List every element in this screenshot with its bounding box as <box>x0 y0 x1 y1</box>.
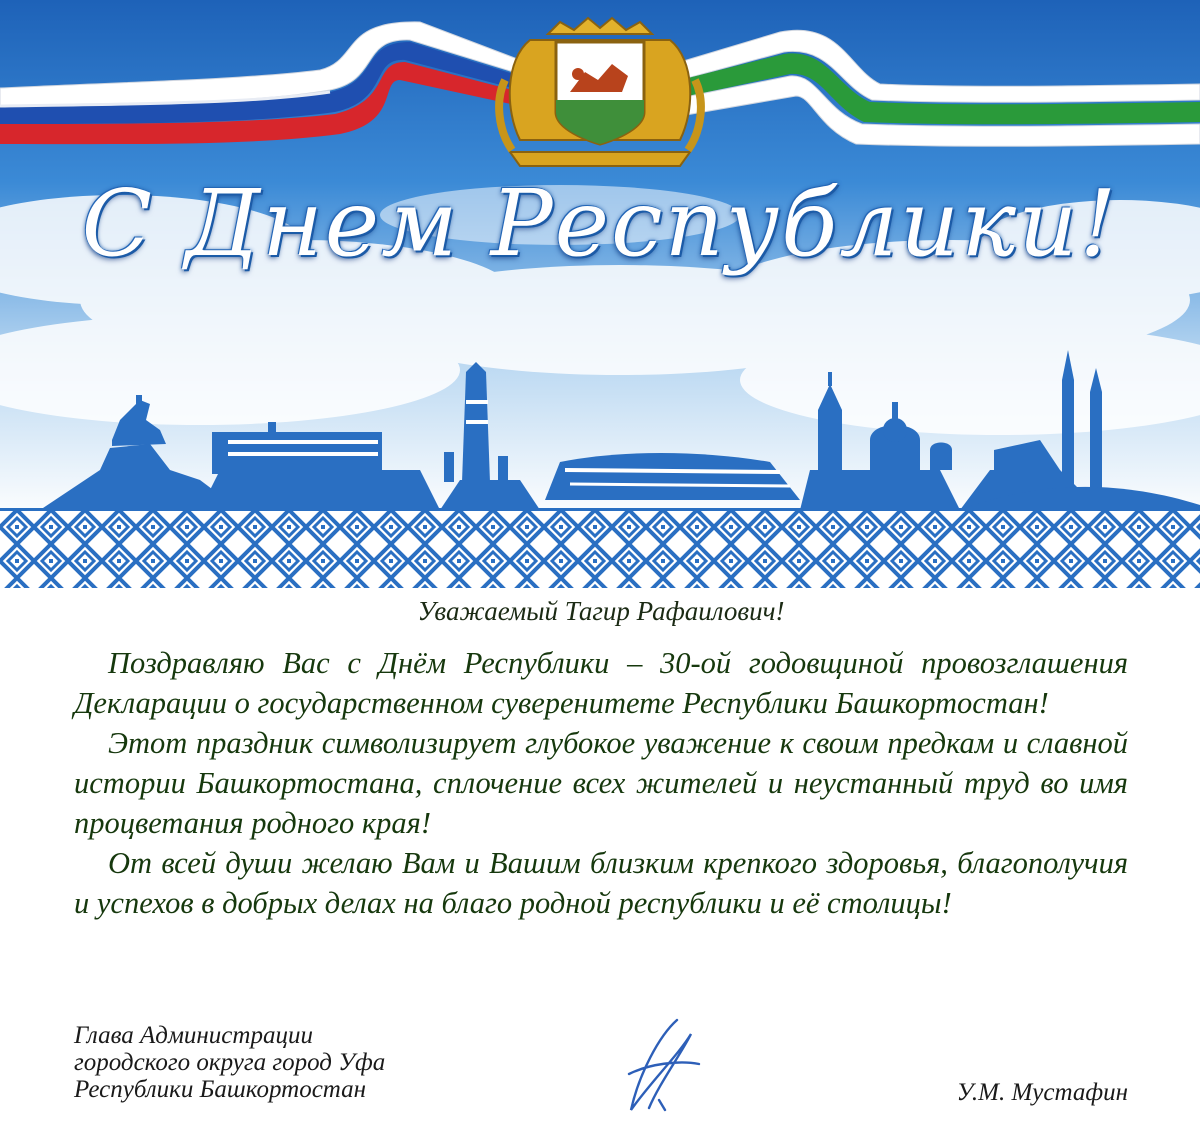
letter-paragraph: Этот праздник символизирует глубокое уважение к своим предкам и славной истории Башкортостана, сплочение всех жителей и неустанный труд во имя процветания родного края! <box>74 726 1128 840</box>
ornament-band <box>0 510 1200 588</box>
letter-greeting: Уважаемый Тагир Рафаилович! <box>417 596 785 626</box>
letter-body <box>74 593 1128 923</box>
handwritten-signature <box>619 1014 709 1124</box>
signer-name: У.М. Мустафин <box>956 1079 1128 1106</box>
letter-paragraph: Поздравляю Вас с Днём Республики – 30-ой годовщиной провозглашения Декларации о государственном суверенитете Республики Башкортостан! <box>74 646 1128 720</box>
letter-paragraph: От всей души желаю Вам и Вашим близким крепкого здоровья, благополучия и успехов в добрых делах на благо родной республики и её столицы! <box>74 846 1128 920</box>
card-title: С Днем Республики! <box>81 170 1119 277</box>
ornament-border <box>0 508 1200 511</box>
signer-position-line: Глава Администрации <box>74 1022 313 1049</box>
signature-block <box>74 1022 1128 1132</box>
signer-position-line: Республики Башкортостан <box>74 1076 367 1103</box>
signer-position-line: городского округа город Уфа <box>74 1049 386 1076</box>
